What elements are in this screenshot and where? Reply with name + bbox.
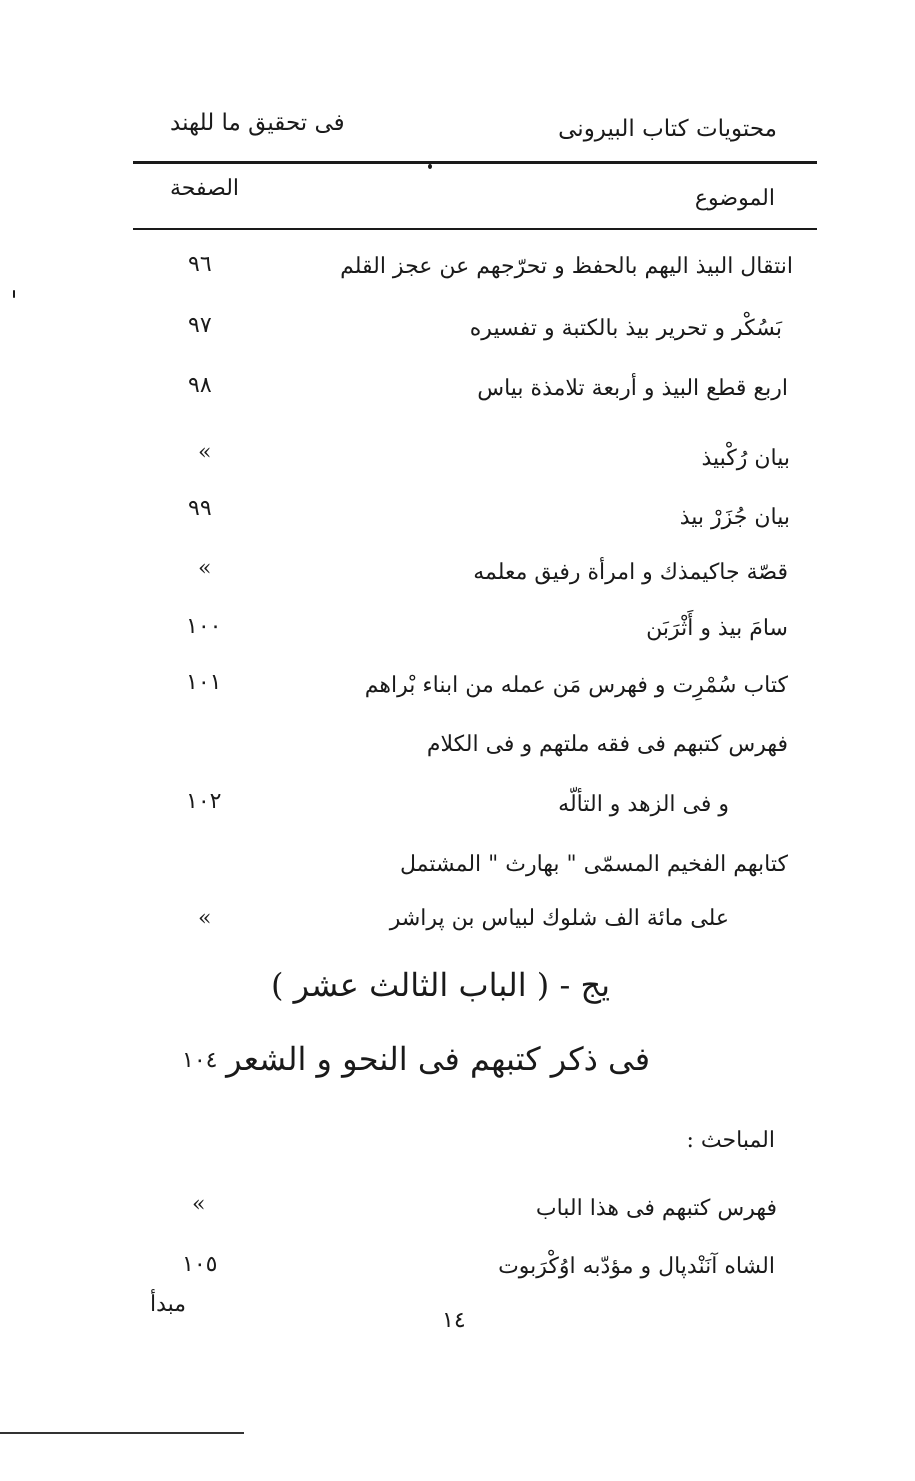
entry-text: اربع قطع البيذ و أربعة تلامذة بياس <box>477 376 788 401</box>
entry-text: كتاب سُمْرِت و فهرس مَن عمله من ابناء بْراهم <box>364 673 788 698</box>
page-number: ١٤ <box>442 1308 466 1333</box>
entry-page: ٩٧ <box>188 313 212 338</box>
entry-text: فهرس كتبهم فى فقه ملتهم و فى الكلام <box>426 732 788 757</box>
entry-text: قصّة جاكيمذك و امرأة رفيق معلمه <box>473 560 788 585</box>
scan-edge-line <box>0 1432 244 1434</box>
entry-text: انتقال البيذ اليهم بالحفظ و تحرّجهم عن عجز القلم <box>340 254 793 279</box>
subentry-page: » <box>192 1192 206 1217</box>
subentry-text: فهرس كتبهم فى هذا الباب <box>535 1196 777 1221</box>
entry-page: ١٠٠ <box>186 614 222 639</box>
entry-text: على مائة الف شلوك لبياس بن پراشر <box>389 906 729 931</box>
entry-page: » <box>198 556 212 581</box>
column-header-rule <box>133 228 817 230</box>
header-rule <box>133 161 817 164</box>
column-header-topic: الموضوع <box>694 186 775 211</box>
subentry-page: ١٠٥ <box>182 1252 218 1277</box>
entry-text: بيان رُكْبيذ <box>701 446 790 471</box>
column-header-page: الصفحة <box>170 176 240 201</box>
running-title-left: فى تحقيق ما للهند <box>170 110 345 136</box>
scan-speck <box>13 290 15 298</box>
chapter-heading: يج - ( الباب الثالث عشر ) <box>270 966 610 1004</box>
catchword: مبدأ <box>150 1292 187 1317</box>
chapter-page: ١٠٤ <box>182 1048 218 1073</box>
entry-text: بَسُكْر و تحرير بيذ بالكتبة و تفسيره <box>469 316 782 341</box>
chapter-title: فى ذكر كتبهم فى النحو و الشعر <box>226 1040 650 1078</box>
entry-text: سامَ بيذ و أَثْرَبَن <box>646 616 788 641</box>
entry-page: » <box>198 906 212 931</box>
subentry-text: الشاه آنَنْدپال و مؤدّبه اوُكْرَبوت <box>498 1254 775 1279</box>
entry-text: كتابهم الفخيم المسمّى " بهارث " المشتمل <box>399 852 788 877</box>
entry-page: ١٠١ <box>186 670 222 695</box>
entry-page: ٩٦ <box>188 252 212 277</box>
running-title-right: محتويات كتاب البيرونى <box>558 116 777 142</box>
entry-page: ١٠٢ <box>186 789 222 814</box>
rule-dot <box>428 164 432 169</box>
entry-page: ٩٩ <box>188 496 212 521</box>
entry-page: ٩٨ <box>188 373 212 398</box>
entry-text: و فى الزهد و التألّه <box>558 792 729 817</box>
entry-text: بيان جُزَرْ بيذ <box>679 505 790 530</box>
topics-label: المباحث : <box>686 1128 775 1153</box>
entry-page: » <box>198 440 212 465</box>
